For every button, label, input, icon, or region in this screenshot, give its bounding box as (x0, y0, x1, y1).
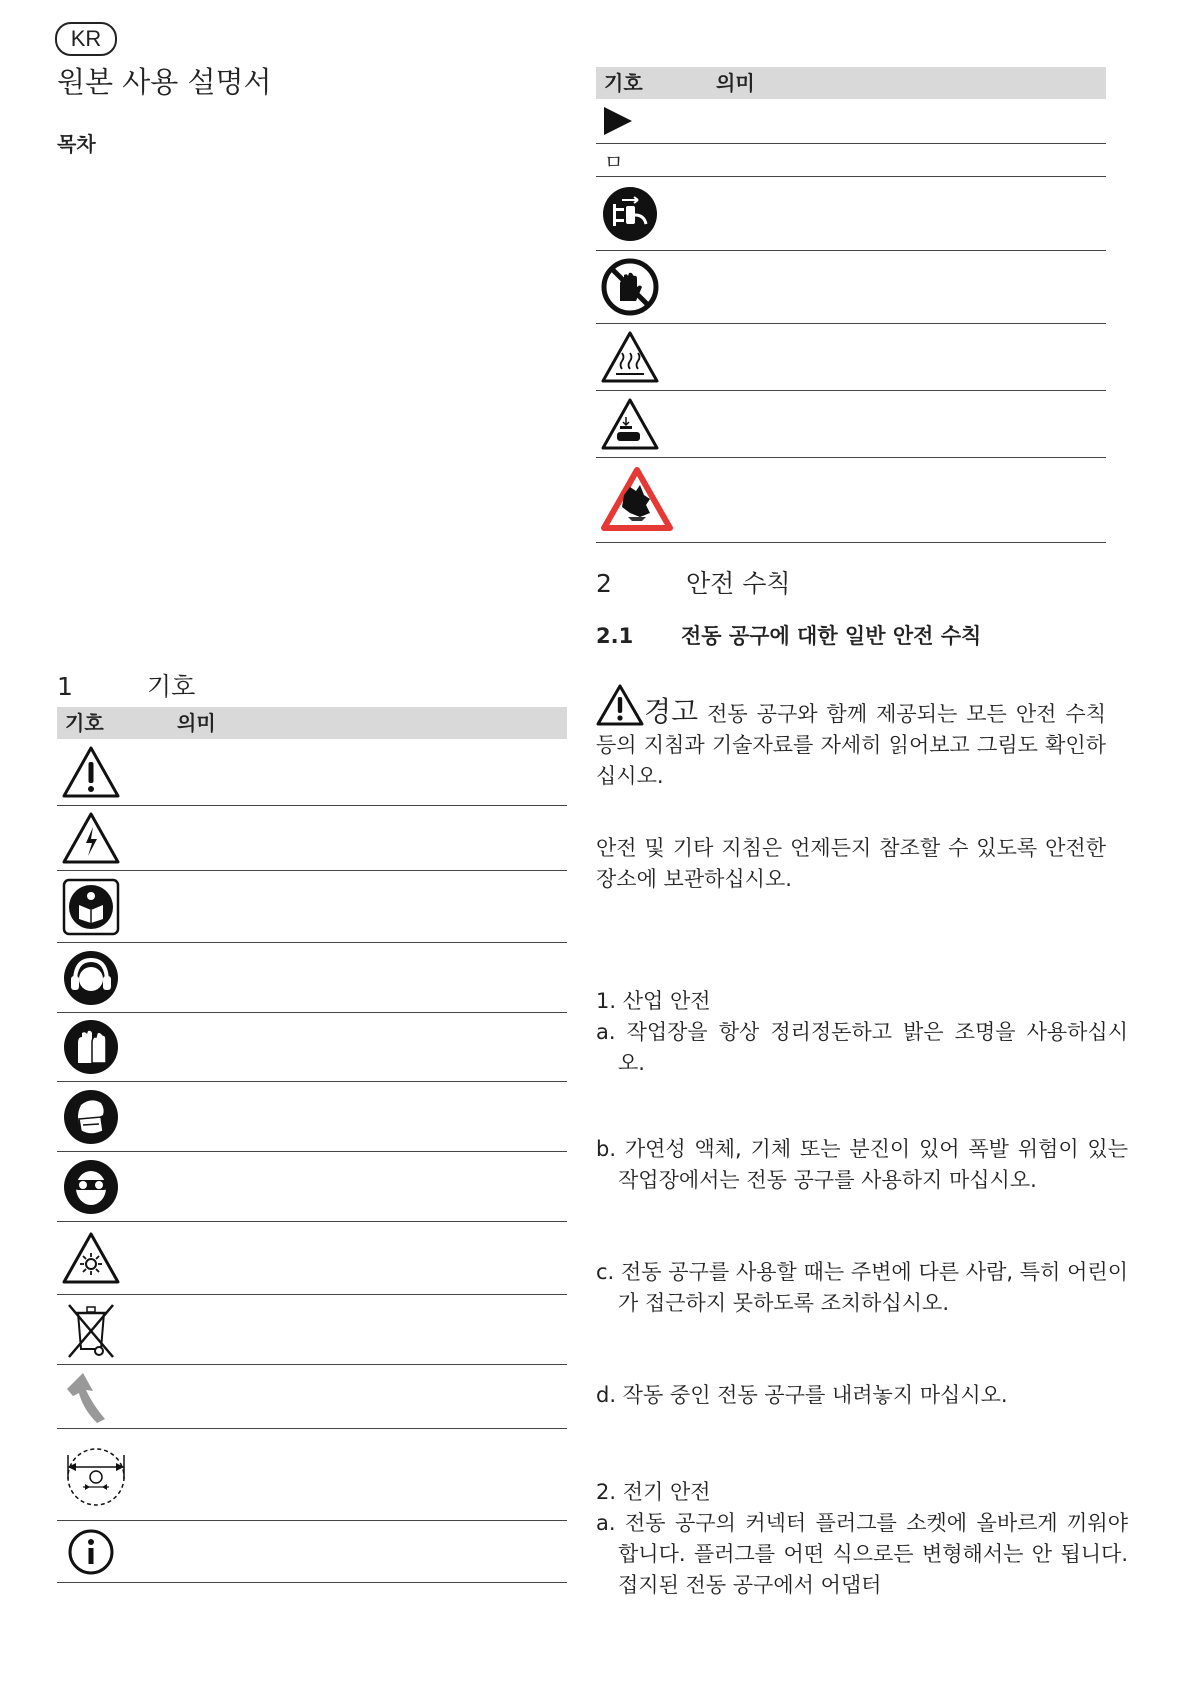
electrical-safety-heading: 2. 전기 안전 (596, 1480, 711, 1504)
symbol-row (57, 1082, 567, 1152)
warning-text: 전동 공구와 함께 제공되는 모든 안전 수칙 등의 지침과 기술자료를 자세히 읽어보고 그림도 확인하십시오. (596, 702, 1106, 788)
warning-triangle-icon (596, 683, 644, 727)
column-symbol: 기호 (604, 71, 643, 95)
section-1-heading (57, 667, 195, 703)
column-meaning: 의미 (716, 71, 755, 95)
cut-hazard-icon (600, 465, 674, 535)
symbol-table-header (57, 707, 567, 739)
symbol-row (596, 391, 1106, 458)
saw-blade-dimensions-icon (61, 1435, 131, 1515)
symbol-row (596, 458, 1106, 543)
language-badge: KR (55, 22, 117, 56)
subsection-number: 2.1 (596, 624, 634, 648)
section-number: 2 (596, 569, 612, 598)
symbol-row (57, 1365, 567, 1429)
section-number: 1 (57, 672, 73, 701)
laser-radiation-icon (61, 1230, 121, 1286)
column-symbol: 기호 (65, 711, 104, 735)
symbol-row (57, 943, 567, 1013)
hand-crush-icon (600, 396, 660, 452)
column-meaning: 의미 (177, 711, 216, 735)
gloves-icon (61, 1017, 121, 1077)
keep-instructions-paragraph: 안전 및 기타 지침은 언제든지 참조할 수 있도록 안전한 장소에 보관하십시오. (596, 836, 1106, 891)
symbol-row (57, 1295, 567, 1365)
document-title: 원본 사용 설명서 (57, 65, 272, 99)
unplug-icon (600, 184, 660, 244)
subsection-title: 전동 공구에 대한 일반 안전 수칙 (681, 624, 982, 648)
section-title: 기호 (147, 672, 196, 701)
information-icon (61, 1527, 121, 1577)
symbol-row (57, 1429, 567, 1521)
safety-item-a: a. 작업장을 항상 정리정돈하고 밝은 조명을 사용하십시오. (596, 1020, 1128, 1075)
do-not-touch-icon (600, 257, 660, 317)
symbol-row (57, 1152, 567, 1222)
toc-heading: 목차 (57, 132, 96, 156)
symbol-table-left (57, 707, 567, 1583)
symbol-row (57, 739, 567, 806)
symbol-row (57, 1013, 567, 1082)
section-title: 안전 수칙 (686, 569, 791, 598)
subsection-heading (596, 620, 981, 650)
symbol-table-right (596, 67, 1106, 543)
weee-disposal-icon (61, 1299, 121, 1361)
safety-item-c: c. 전동 공구를 사용할 때는 주변에 다른 사람, 특히 어린이가 접근하지 못하도록 조치하십시오. (596, 1260, 1128, 1315)
symbol-row (57, 871, 567, 943)
warning-paragraph (596, 683, 1106, 792)
electrical-item-a: a. 전동 공구의 커넥터 플러그를 소켓에 올바르게 끼워야 합니다. 플러그를 어떤 식으로든 변형해서는 안 됩니다. 접지된 전동 공구에서 어댑터 (596, 1511, 1128, 1597)
hot-surface-icon (600, 329, 660, 385)
read-manual-icon (61, 877, 121, 937)
section-2-heading (596, 564, 791, 600)
list-square-icon: ㅁ (604, 149, 624, 174)
action-arrow-icon (600, 103, 636, 139)
symbol-row (596, 251, 1106, 324)
dust-mask-icon (61, 1087, 121, 1147)
symbol-row (57, 806, 567, 871)
symbol-row (57, 1521, 567, 1583)
symbol-table-header (596, 67, 1106, 99)
symbol-row (57, 1222, 567, 1295)
ear-protection-icon (61, 948, 121, 1008)
warning-triangle-icon (61, 744, 121, 800)
symbol-row (596, 177, 1106, 251)
warning-word: 경고 (644, 695, 699, 728)
direction-arrow-icon (61, 1369, 121, 1425)
work-safety-heading: 1. 산업 안전 (596, 989, 711, 1013)
eye-protection-icon (61, 1157, 121, 1217)
symbol-row (596, 324, 1106, 391)
symbol-row (596, 99, 1106, 144)
symbol-row (596, 144, 1106, 177)
safety-item-d: d. 작동 중인 전동 공구를 내려놓지 마십시오. (596, 1383, 1008, 1407)
safety-item-b: b. 가연성 액체, 기체 또는 분진이 있어 폭발 위험이 있는 작업장에서는 전동 공구를 사용하지 마십시오. (596, 1137, 1128, 1192)
electric-shock-icon (61, 810, 121, 866)
